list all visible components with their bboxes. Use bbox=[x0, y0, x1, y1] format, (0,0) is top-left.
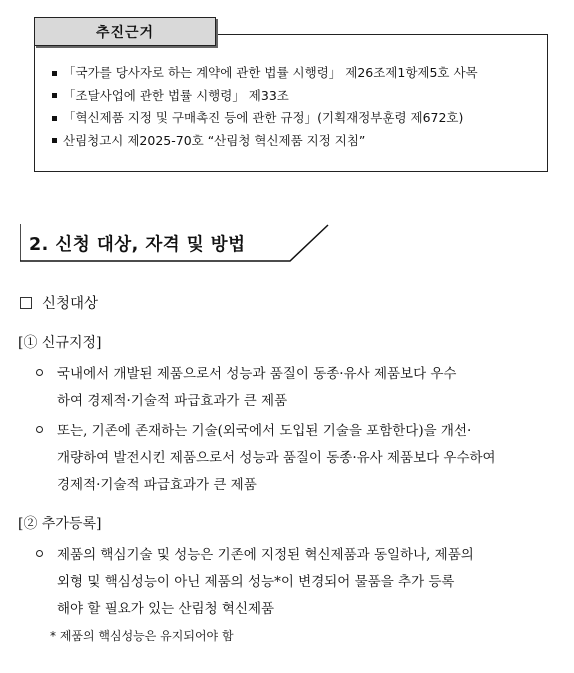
list-item bbox=[50, 62, 478, 85]
square-bullet-icon bbox=[52, 93, 57, 98]
basis-item-text: 산림청고시 제2025-70호 “산림청 혁신제품 지정 지침” bbox=[63, 132, 366, 148]
basis-item-text: 「국가를 당사자로 하는 계약에 관한 법률 시행령」 제26조제1항제5호 사목 bbox=[63, 65, 478, 80]
basis-list bbox=[50, 62, 478, 152]
list-item bbox=[36, 362, 456, 382]
paragraph-line: 해야 할 필요가 있는 산림청 혁신제품 bbox=[57, 601, 275, 617]
paragraph-line: 또는, 기존에 존재하는 기술(외국에서 도입된 기술을 포함한다)을 개선· bbox=[57, 423, 472, 439]
paragraph-line: 외형 및 핵심성능이 아닌 제품의 성능*이 변경되어 물품을 추가 등록 bbox=[57, 574, 455, 590]
basis-item-text: 「조달사업에 관한 법률 시행령」 제33조 bbox=[63, 87, 289, 103]
list-item bbox=[36, 543, 474, 563]
additional-registration-heading: [② 추가등록] bbox=[18, 516, 102, 532]
list-item bbox=[50, 85, 478, 108]
subsection-title: 신청대상 bbox=[42, 296, 99, 312]
new-designation-heading: [① 신규지정] bbox=[18, 335, 102, 351]
footnote: * 제품의 핵심성능은 유지되어야 함 bbox=[50, 629, 234, 643]
paragraph-line: 개량하여 발전시킨 제품으로서 성능과 품질이 동종·유사 제품보다 우수하여 bbox=[57, 450, 496, 466]
paragraph-line: 경제적·기술적 파급효과가 큰 제품 bbox=[57, 477, 257, 493]
section-title bbox=[20, 224, 330, 262]
circle-bullet-icon bbox=[36, 426, 43, 433]
paragraph-line: 국내에서 개발된 제품으로서 성능과 품질이 동종·유사 제품보다 우수 bbox=[57, 366, 457, 382]
list-item bbox=[50, 107, 478, 130]
list-item bbox=[36, 419, 471, 439]
basis-item-text: 「혁신제품 지정 및 구매촉진 등에 관한 규정」(기획재정부훈령 제672호) bbox=[63, 110, 464, 125]
circle-bullet-icon bbox=[36, 369, 43, 376]
list-item bbox=[50, 130, 478, 153]
square-checkbox-icon bbox=[20, 297, 32, 309]
square-bullet-icon bbox=[52, 116, 57, 121]
section-title-text: 2. 신청 대상, 자격 및 방법 bbox=[29, 235, 246, 255]
circle-bullet-icon bbox=[36, 550, 43, 557]
subsection-heading bbox=[20, 292, 98, 313]
paragraph-line: 제품의 핵심기술 및 성능은 기존에 지정된 혁신제품과 동일하나, 제품의 bbox=[57, 547, 474, 563]
square-bullet-icon bbox=[52, 138, 57, 143]
basis-box-title: 추진근거 bbox=[34, 17, 216, 46]
square-bullet-icon bbox=[52, 71, 57, 76]
paragraph-line: 하여 경제적·기술적 파급효과가 큰 제품 bbox=[57, 393, 288, 409]
